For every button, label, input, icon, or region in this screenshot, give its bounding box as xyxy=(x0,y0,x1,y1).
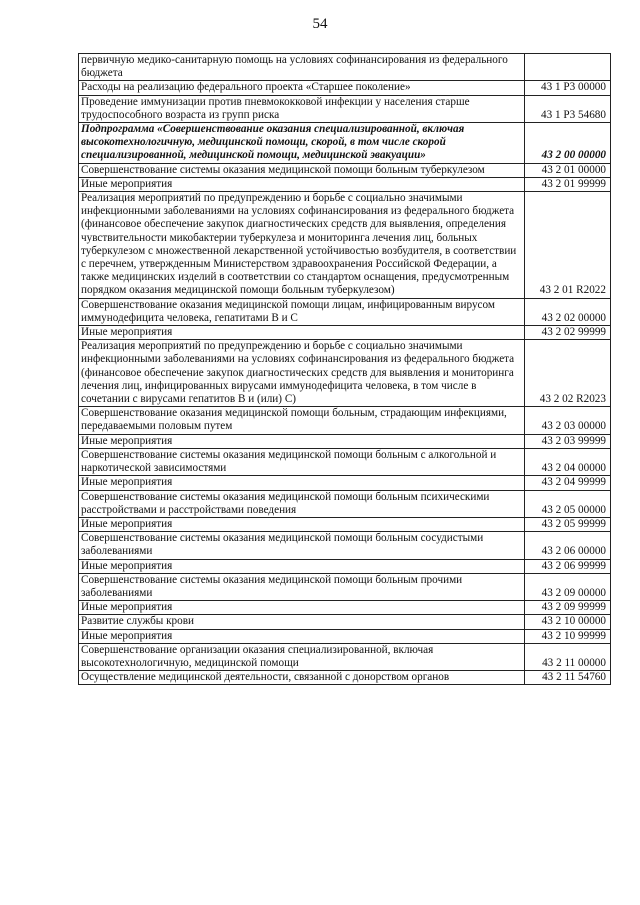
row-name: Совершенствование системы оказания медицинской помощи больным сосудистыми заболеваниями xyxy=(79,532,525,559)
row-code xyxy=(525,54,611,81)
table-row xyxy=(79,671,611,685)
row-code: 43 2 01 00000 xyxy=(525,163,611,177)
table-row xyxy=(79,81,611,95)
row-name: Развитие службы крови xyxy=(79,615,525,629)
budget-classification-table xyxy=(78,53,611,685)
row-code: 43 2 02 R2023 xyxy=(525,340,611,407)
table-row xyxy=(79,517,611,531)
table-row xyxy=(79,434,611,448)
table-row xyxy=(79,643,611,670)
row-code: 43 2 01 99999 xyxy=(525,177,611,191)
row-code: 43 2 09 00000 xyxy=(525,573,611,600)
table-row xyxy=(79,95,611,122)
row-code: 43 2 03 99999 xyxy=(525,434,611,448)
table-row xyxy=(79,490,611,517)
row-code: 43 2 04 00000 xyxy=(525,448,611,475)
table-row xyxy=(79,177,611,191)
table-row xyxy=(79,601,611,615)
row-code: 43 2 02 99999 xyxy=(525,326,611,340)
table-row xyxy=(79,476,611,490)
row-code: 43 2 04 99999 xyxy=(525,476,611,490)
table-row xyxy=(79,326,611,340)
row-name: Иные мероприятия xyxy=(79,326,525,340)
table-row xyxy=(79,163,611,177)
row-code: 43 2 10 99999 xyxy=(525,629,611,643)
row-code: 43 1 P3 00000 xyxy=(525,81,611,95)
row-name: Совершенствование организации оказания специализированной, включая высокотехнологичную, медицинской помощи xyxy=(79,643,525,670)
table-body xyxy=(79,54,611,685)
row-name: Совершенствование оказания медицинской помощи больным, страдающим инфекциями, передаваемыми половым путем xyxy=(79,407,525,434)
table-row xyxy=(79,340,611,407)
table-row xyxy=(79,559,611,573)
row-code: 43 1 P3 54680 xyxy=(525,95,611,122)
row-name: Подпрограмма «Совершенствование оказания специализированной, включая высокотехнологичную, медицинской помощи, скорой, в том числе скорой специализированной, медицинской помощи, медицинской эвакуации» xyxy=(79,123,525,164)
row-name: Совершенствование системы оказания медицинской помощи больным туберкулезом xyxy=(79,163,525,177)
row-name: Реализация мероприятий по предупреждению и борьбе с социально значимыми инфекционными заболеваниями на условиях софинансирования из федерального бюджета (финансовое обеспечение закупок диагностических средств для выявления и мониторинга лечения лиц, инфицированных вирусами иммунодефицита человека, в том числе в сочетании с вирусами гепатитов B и (или) C) xyxy=(79,340,525,407)
row-name: Иные мероприятия xyxy=(79,629,525,643)
row-name: Иные мероприятия xyxy=(79,601,525,615)
row-code: 43 2 11 54760 xyxy=(525,671,611,685)
table-row xyxy=(79,615,611,629)
row-name: Иные мероприятия xyxy=(79,559,525,573)
row-code: 43 2 11 00000 xyxy=(525,643,611,670)
row-name: Совершенствование системы оказания медицинской помощи больным психическими расстройствами и расстройствами поведения xyxy=(79,490,525,517)
row-name: Иные мероприятия xyxy=(79,476,525,490)
table-row xyxy=(79,629,611,643)
row-code: 43 2 09 99999 xyxy=(525,601,611,615)
table-row xyxy=(79,407,611,434)
table-row xyxy=(79,532,611,559)
row-code: 43 2 06 99999 xyxy=(525,559,611,573)
row-name: Совершенствование системы оказания медицинской помощи больным с алкогольной и наркотической зависимостями xyxy=(79,448,525,475)
row-code: 43 2 00 00000 xyxy=(525,123,611,164)
table-row xyxy=(79,54,611,81)
table-row xyxy=(79,573,611,600)
row-name: Иные мероприятия xyxy=(79,517,525,531)
page-number: 54 xyxy=(312,16,328,32)
table-row xyxy=(79,192,611,299)
row-name: Реализация мероприятий по предупреждению и борьбе с социально значимыми инфекционными заболеваниями на условиях софинансирования из федерального бюджета (финансовое обеспечение закупок диагностических средств для выявления, определения чувствительности микобактерии туберкулеза и мониторинга лечения лиц, больных туберкулезом с множественной лекарственной устойчивостью возбудителя, в соответствии с перечнем, утвержденным Министерством здравоохранения Российской Федерации, а также медицинских изделий в соответствии со стандартом оснащения, предусмотренным порядком оказания медицинской помощи больным туберкулезом) xyxy=(79,192,525,299)
row-code: 43 2 05 99999 xyxy=(525,517,611,531)
row-code: 43 2 05 00000 xyxy=(525,490,611,517)
row-name: Совершенствование оказания медицинской помощи лицам, инфицированным вирусом иммунодефицита человека, гепатитами B и C xyxy=(79,298,525,325)
row-name: Проведение иммунизации против пневмококковой инфекции у населения старше трудоспособного возраста из групп риска xyxy=(79,95,525,122)
row-code: 43 2 10 00000 xyxy=(525,615,611,629)
row-name: первичную медико-санитарную помощь на условиях софинансирования из федерального бюджета xyxy=(79,54,525,81)
table-row xyxy=(79,123,611,164)
row-name: Осуществление медицинской деятельности, связанной с донорством органов xyxy=(79,671,525,685)
row-name: Расходы на реализацию федерального проекта «Старшее поколение» xyxy=(79,81,525,95)
row-code: 43 2 01 R2022 xyxy=(525,192,611,299)
table-row xyxy=(79,298,611,325)
row-name: Совершенствование системы оказания медицинской помощи больным прочими заболеваниями xyxy=(79,573,525,600)
row-code: 43 2 06 00000 xyxy=(525,532,611,559)
row-code: 43 2 02 00000 xyxy=(525,298,611,325)
row-code: 43 2 03 00000 xyxy=(525,407,611,434)
row-name: Иные мероприятия xyxy=(79,434,525,448)
row-name: Иные мероприятия xyxy=(79,177,525,191)
table-row xyxy=(79,448,611,475)
